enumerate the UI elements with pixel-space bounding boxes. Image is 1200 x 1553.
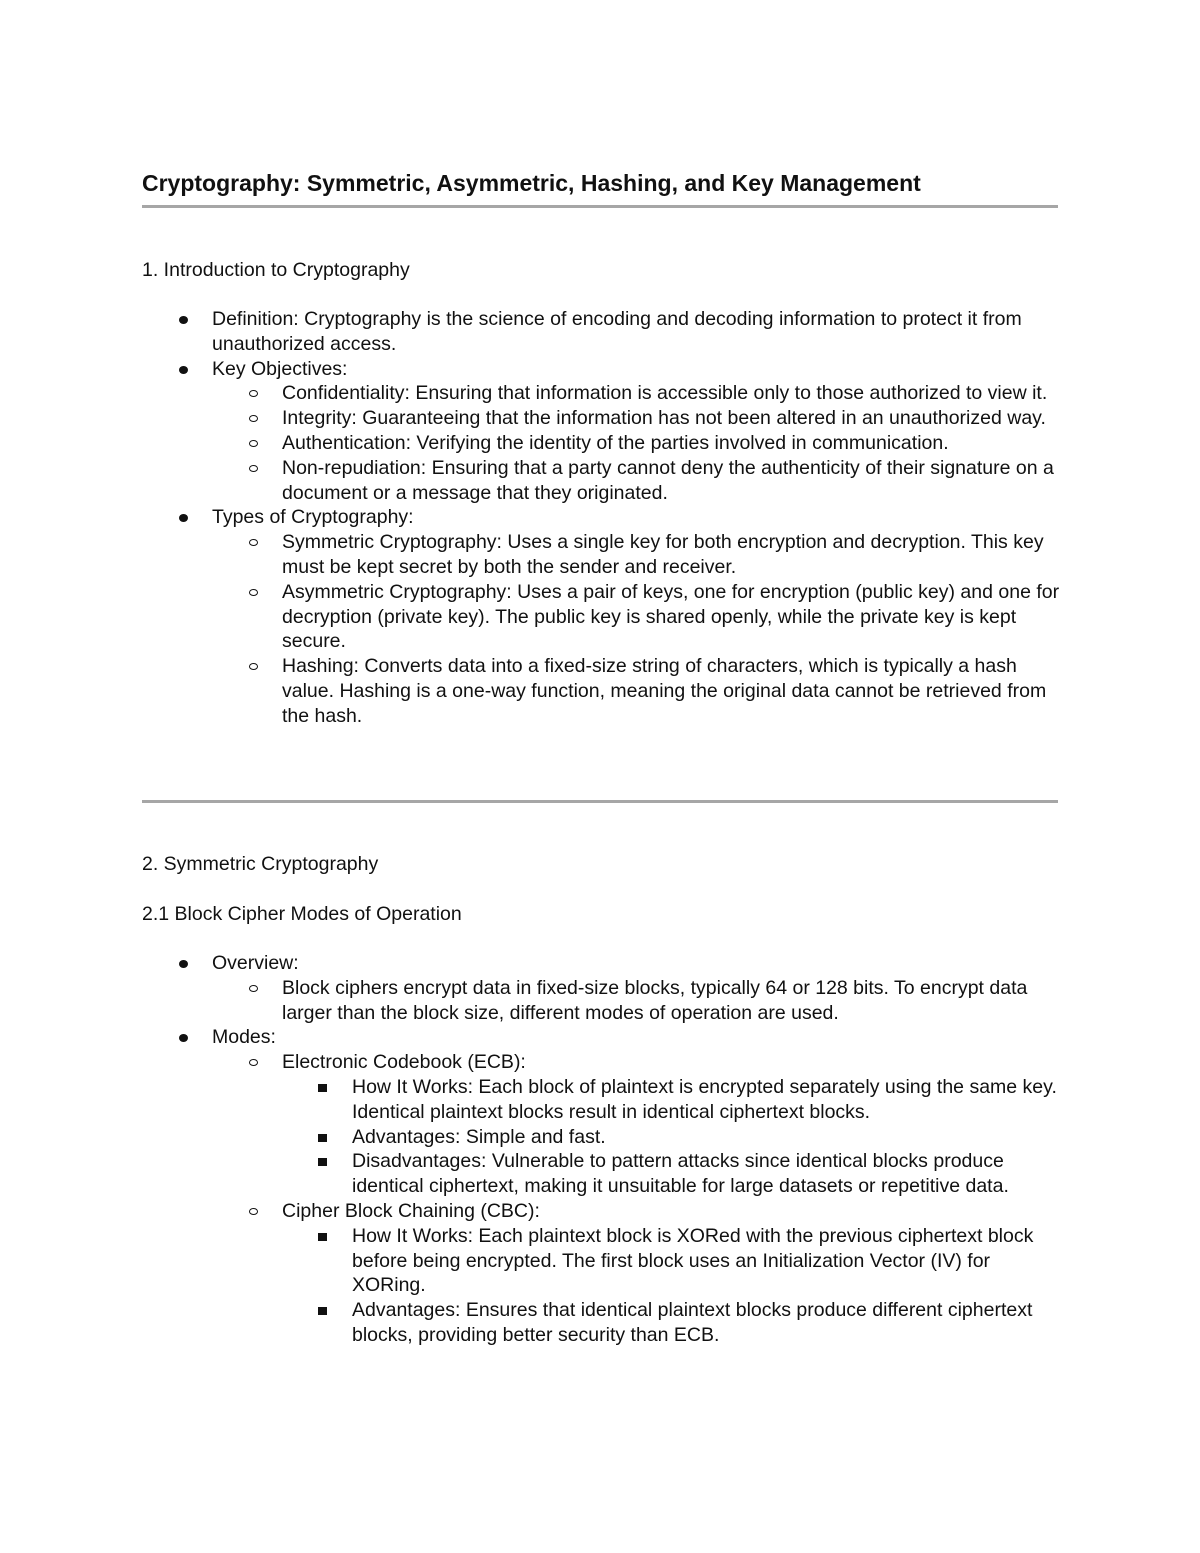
modes-label: Modes: (212, 1026, 276, 1049)
type-hashing: Hashing: Converts data into a fixed-size string of characters, which is typically a hash value. Hashing is a one-way function, meaning the original data cannot be retrieved from the hash. (282, 655, 1047, 727)
cbc-advantages: Advantages: Ensures that identical plaintext blocks produce different ciphertext blocks, providing better security than ECB. (352, 1299, 1033, 1346)
bullet-circle-icon (249, 985, 258, 992)
objective-confidentiality: Confidentiality: Ensuring that information is accessible only to those authorized to view it. (282, 382, 1048, 405)
section-2-heading: 2. Symmetric Cryptography (142, 853, 379, 875)
objective-non-repudiation: Non-repudiation: Ensuring that a party cannot deny the authenticity of their signature on a document or a message that they originated. (282, 456, 1054, 504)
bullet-circle-icon (249, 1208, 258, 1215)
section-divider (142, 800, 1058, 803)
objective-authentication: Authentication: Verifying the identity of the parties involved in communication. (282, 431, 949, 454)
list-item (282, 1199, 1072, 1348)
ecb-points (282, 1075, 1072, 1199)
list-item (352, 1125, 1072, 1150)
mode-cbc-name: Cipher Block Chaining (CBC): (282, 1199, 540, 1222)
ecb-disadvantages: Disadvantages: Vulnerable to pattern attacks since identical blocks produce identical ciphertext, making it unsuitable for large datasets or repetitive data. (352, 1150, 1009, 1198)
bullet-square-icon (318, 1233, 327, 1241)
bullet-disc-icon (179, 316, 188, 324)
bullet-circle-icon (249, 415, 258, 422)
section-1-heading: 1. Introduction to Cryptography (142, 259, 410, 281)
list-item (282, 381, 1072, 406)
list-item (282, 406, 1072, 431)
list-item (352, 1075, 1072, 1125)
bullet-disc-icon (179, 1034, 188, 1042)
list-item (282, 654, 1072, 728)
list-item (212, 1025, 1072, 1347)
bullet-circle-icon (249, 465, 258, 472)
overview-text: Block ciphers encrypt data in fixed-size blocks, typically 64 or 128 bits. To encrypt data larger than the block size, different modes of operation are used. (282, 976, 1028, 1024)
subsection-2-1-heading: 2.1 Block Cipher Modes of Operation (142, 903, 462, 925)
list-item (282, 1050, 1072, 1199)
bullet-circle-icon (249, 539, 258, 546)
ecb-advantages: Advantages: Simple and fast. (352, 1125, 606, 1148)
list-item (282, 456, 1072, 506)
types-label: Types of Cryptography: (212, 506, 414, 529)
bullet-circle-icon (249, 390, 258, 397)
types-list (211, 530, 1072, 728)
section-2-list (212, 951, 1072, 1348)
list-item (282, 976, 1072, 1026)
definition-text: Definition: Cryptography is the science of encoding and decoding information to protect it from unauthorized access. (212, 308, 1022, 355)
bullet-circle-icon (249, 663, 258, 670)
bullet-disc-icon (179, 366, 188, 374)
cbc-how-it-works: How It Works: Each plaintext block is XORed with the previous ciphertext block before being encrypted. The first block uses an Initialization Vector (IV) for XORing. (352, 1224, 1034, 1297)
section-1-list (212, 307, 1072, 729)
ecb-how-it-works: How It Works: Each block of plaintext is encrypted separately using the same key. Identical plaintext blocks result in identical ciphertext blocks. (352, 1075, 1057, 1123)
list-item (282, 431, 1072, 456)
bullet-square-icon (318, 1307, 327, 1315)
cbc-points (282, 1224, 1072, 1348)
type-symmetric: Symmetric Cryptography: Uses a single key for both encryption and decryption. This key must be kept secret by both the sender and receiver. (282, 531, 1044, 578)
bullet-square-icon (318, 1158, 327, 1166)
key-objectives-label: Key Objectives: (212, 357, 348, 380)
list-item (212, 505, 1072, 728)
title-divider (142, 205, 1058, 208)
objective-integrity: Integrity: Guaranteeing that the information has not been altered in an unauthorized way. (282, 407, 1046, 430)
bullet-circle-icon (249, 440, 258, 447)
key-objectives-list (211, 381, 1072, 505)
list-item (282, 580, 1072, 654)
bullet-circle-icon (249, 589, 258, 596)
list-item (212, 357, 1072, 506)
list-item (212, 307, 1072, 357)
list-item (352, 1149, 1072, 1199)
list-item (282, 530, 1072, 580)
bullet-square-icon (318, 1134, 327, 1142)
bullet-square-icon (318, 1084, 327, 1092)
bullet-circle-icon (249, 1059, 258, 1066)
bullet-disc-icon (179, 960, 188, 968)
mode-ecb-name: Electronic Codebook (ECB): (282, 1051, 526, 1074)
list-item (212, 951, 1072, 1025)
modes-list (211, 1050, 1072, 1348)
document-title: Cryptography: Symmetric, Asymmetric, Hashing, and Key Management (142, 170, 921, 196)
list-item (352, 1224, 1072, 1298)
overview-label: Overview: (212, 952, 299, 974)
list-item (352, 1298, 1072, 1348)
overview-list (211, 976, 1072, 1026)
type-asymmetric: Asymmetric Cryptography: Uses a pair of keys, one for encryption (public key) and one for decryption (private key). The public key is shared openly, while the private key is kept secure. (282, 580, 1060, 653)
bullet-disc-icon (179, 514, 188, 522)
